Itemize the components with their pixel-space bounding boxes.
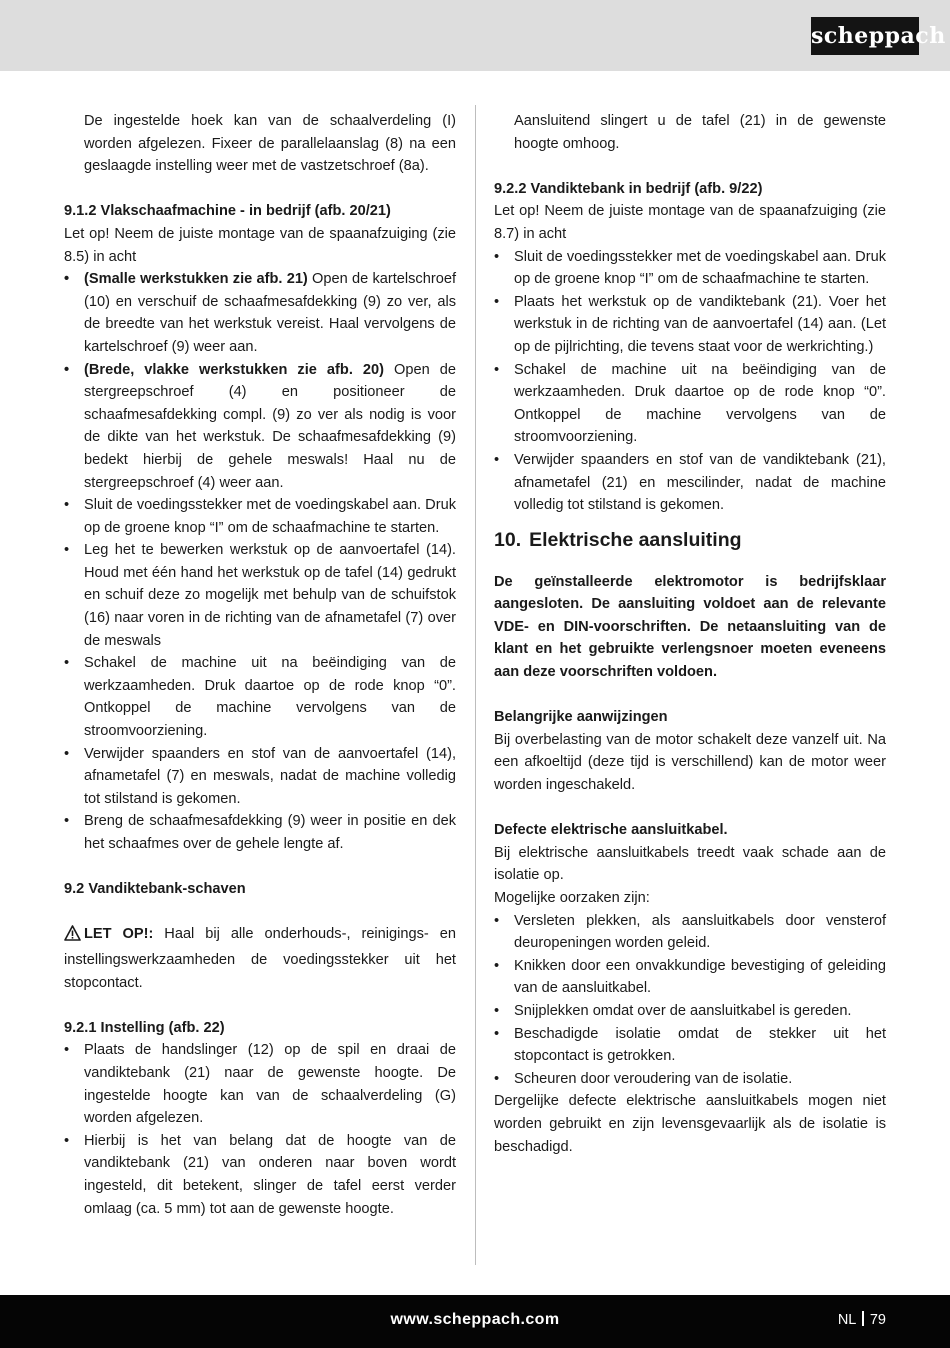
cable-closing-text: Dergelijke defecte elektrische aansluitkabels mogen niet worden gebruikt en zijn levensgevaarlijk als de isolatie is beschadigd. — [494, 1093, 886, 1155]
section-9-2-2-heading: 9.2.2 Vandiktebank in bedrijf (afb. 9/22) — [494, 180, 763, 197]
page-number: 79 — [869, 1312, 886, 1328]
section-10-heading: 10. Elektrische aansluiting — [494, 528, 742, 551]
warning-triangle-icon — [64, 925, 84, 949]
important-notes-heading: Belangrijke aanwijzingen — [494, 709, 668, 726]
website-link[interactable]: www.scheppach.com — [390, 1311, 560, 1328]
important-notes-text: Bij overbelasting van de motor schakelt deze vanzelf uit. Na een afkoeltijd (deze tijd is verschillend) kan de motor weer worden ingeschakeld. — [494, 731, 886, 794]
causes-list — [494, 910, 886, 1091]
warning-text: Haal bij alle onderhouds-, reinigings- en instellingswerkzaamheden de voedingsstekker uit het stopcontact. — [64, 926, 456, 991]
defective-cable-text: Bij elektrische aansluitkabels treedt vaak schade aan de isolatie op. — [494, 844, 886, 884]
possible-causes-label: Mogelijke oorzaken zijn: — [494, 890, 650, 906]
list-item: • Sluit de voedingsstekker met de voedingskabel aan. Druk op de groene knop “I” om de schaafmachine te starten. — [494, 248, 886, 288]
list-item: • Versleten plekken, als aansluitkabels door vensterof deuropeningen worden geleid. — [494, 912, 886, 952]
section-9-1-2-heading: 9.1.2 Vlakschaafmachine - in bedrijf (afb. 20/21) — [64, 203, 391, 220]
list-item: • Plaats de handslinger (12) op de spil en draai de vandiktebank (21) naar de gewenste hoogte. De ingestelde hoogte kan van de schaalverdeling (G) worden afgelezen. — [64, 1042, 456, 1127]
list-item: • Knikken door een onvakkundige bevestiging of geleiding van de aansluitkabel. — [494, 957, 886, 997]
warning-label: LET OP!: — [84, 926, 154, 943]
list-item: • Verwijder spaanders en stof van de vandiktebank (21), afnametafel (21) en mescilinder, nadat de machine volledig tot stilstand is gekomen. — [494, 451, 886, 514]
section-9-2-heading: 9.2 Vandiktebank-schaven — [64, 881, 246, 898]
right-column — [494, 110, 886, 1158]
language-code: NL — [837, 1312, 857, 1328]
section-9-2-2-intro: Let op! Neem de juiste montage van de spaanafzuiging (zie 8.7) in acht — [494, 203, 886, 242]
list-item: • Verwijder spaanders en stof van de aanvoertafel (14), afnametafel (7) en meswals, nadat de machine volledig tot stilstand is gekomen. — [64, 745, 456, 807]
section-9-2-1-heading: 9.2.1 Instelling (afb. 22) — [64, 1019, 225, 1036]
list-item: • Hierbij is het van belang dat de hoogte van de vandiktebank (21) van onderen naar boven wordt ingesteld, dit betekent, slinger de tafel eerst verder omlaag (ca. 5 mm) tot aan de gewenste hoogte. — [64, 1132, 456, 1217]
list-item: • Scheuren door veroudering van de isolatie. — [494, 1070, 793, 1087]
list-item: • Beschadigde isolatie omdat de stekker uit het stopcontact is getrokken. — [494, 1025, 886, 1065]
list-item: • Schakel de machine uit na beëindiging van de werkzaamheden. Druk daartoe op de rode knop “0”. Ontkoppel de machine vervolgens van de stroomvoorziening. — [64, 655, 456, 740]
list-item: • Plaats het werkstuk op de vandiktebank (21). Voer het werkstuk in de richting van de aanvoertafel (14) aan. (Let op de pijlrichting, die tevens staat voor de werkrichting.) — [494, 293, 886, 355]
warning-paragraph — [64, 923, 456, 994]
list-item: • Breng de schaafmesafdekking (9) weer in positie en dek het schaafmes over de gehele lengte af. — [64, 813, 456, 852]
page-indicator — [838, 1309, 886, 1332]
list-item: • Schakel de machine uit na beëindiging van de werkzaamheden. Druk daartoe op de rode knop “0”. Ontkoppel de machine vervolgens van de stroomvoorziening. — [494, 361, 886, 446]
footer-bar — [0, 1295, 950, 1348]
continuation-paragraph: Aansluitend slingert u de tafel (21) in de gewenste hoogte omhoog. — [514, 113, 886, 152]
section-9-1-2-intro: Let op! Neem de juiste montage van de spaanafzuiging (zie 8.5) in acht — [64, 225, 456, 265]
list-item: • Leg het te bewerken werkstuk op de aanvoertafel (14). Houd met één hand het werkstuk op de tafel (14) gedrukt en schuif deze zo mogelijk met behulp van de schuifstok (16) naar voren in de richting van de afnametafel (7) over de meswals — [64, 542, 456, 649]
section-10-intro: De geïnstalleerde elektromotor is bedrijfsklaar aangesloten. De aansluiting voldoet aan de relevante VDE- en DIN-voorschriften. De netaansluiting van de klant en het gebruikte verlengsnoer moeten eveneens aan deze voorschriften voldoen. — [494, 573, 886, 681]
section-9-2-1-list — [64, 1039, 456, 1220]
header-bar — [0, 0, 950, 71]
defective-cable-heading: Defecte elektrische aansluitkabel. — [494, 822, 728, 839]
list-item: • Snijplekken omdat over de aansluitkabel is gereden. — [494, 1002, 852, 1019]
scheppach-logo: scheppach — [811, 17, 919, 55]
section-9-2-2-list — [494, 246, 886, 517]
left-column — [64, 110, 456, 1220]
section-9-1-2-list — [64, 268, 456, 855]
list-item: • Sluit de voedingsstekker met de voedingskabel aan. Druk op de groene knop “I” om de schaafmachine te starten. — [64, 497, 456, 536]
intro-paragraph: De ingestelde hoek kan van de schaalverdeling (I) worden afgelezen. Fixeer de parallelaanslag (8) na een geslaagde instelling weer met de vastzetschroef (8a). — [84, 113, 456, 175]
list-item: • (Brede, vlakke werkstukken zie afb. 20) Open de stergreepschroef (4) en positioneer de schaafmesafdekking compl. (9) zo ver als nodig is voor de dikte van het werkstuk. De schaafmesafdekking (9) bedekt hierbij de gehele meswals! Haal nu de stergreepschroef (4) weer aan. — [64, 361, 456, 491]
column-divider — [475, 105, 476, 1265]
list-item: • (Smalle werkstukken zie afb. 21) Open de kartelschroef (10) en verschuif de schaafmesafdekking (9) zo ver, als de breedte van het werkstuk vereist. Haal vervolgens de kartelschroef (9) weer aan. — [64, 271, 456, 355]
